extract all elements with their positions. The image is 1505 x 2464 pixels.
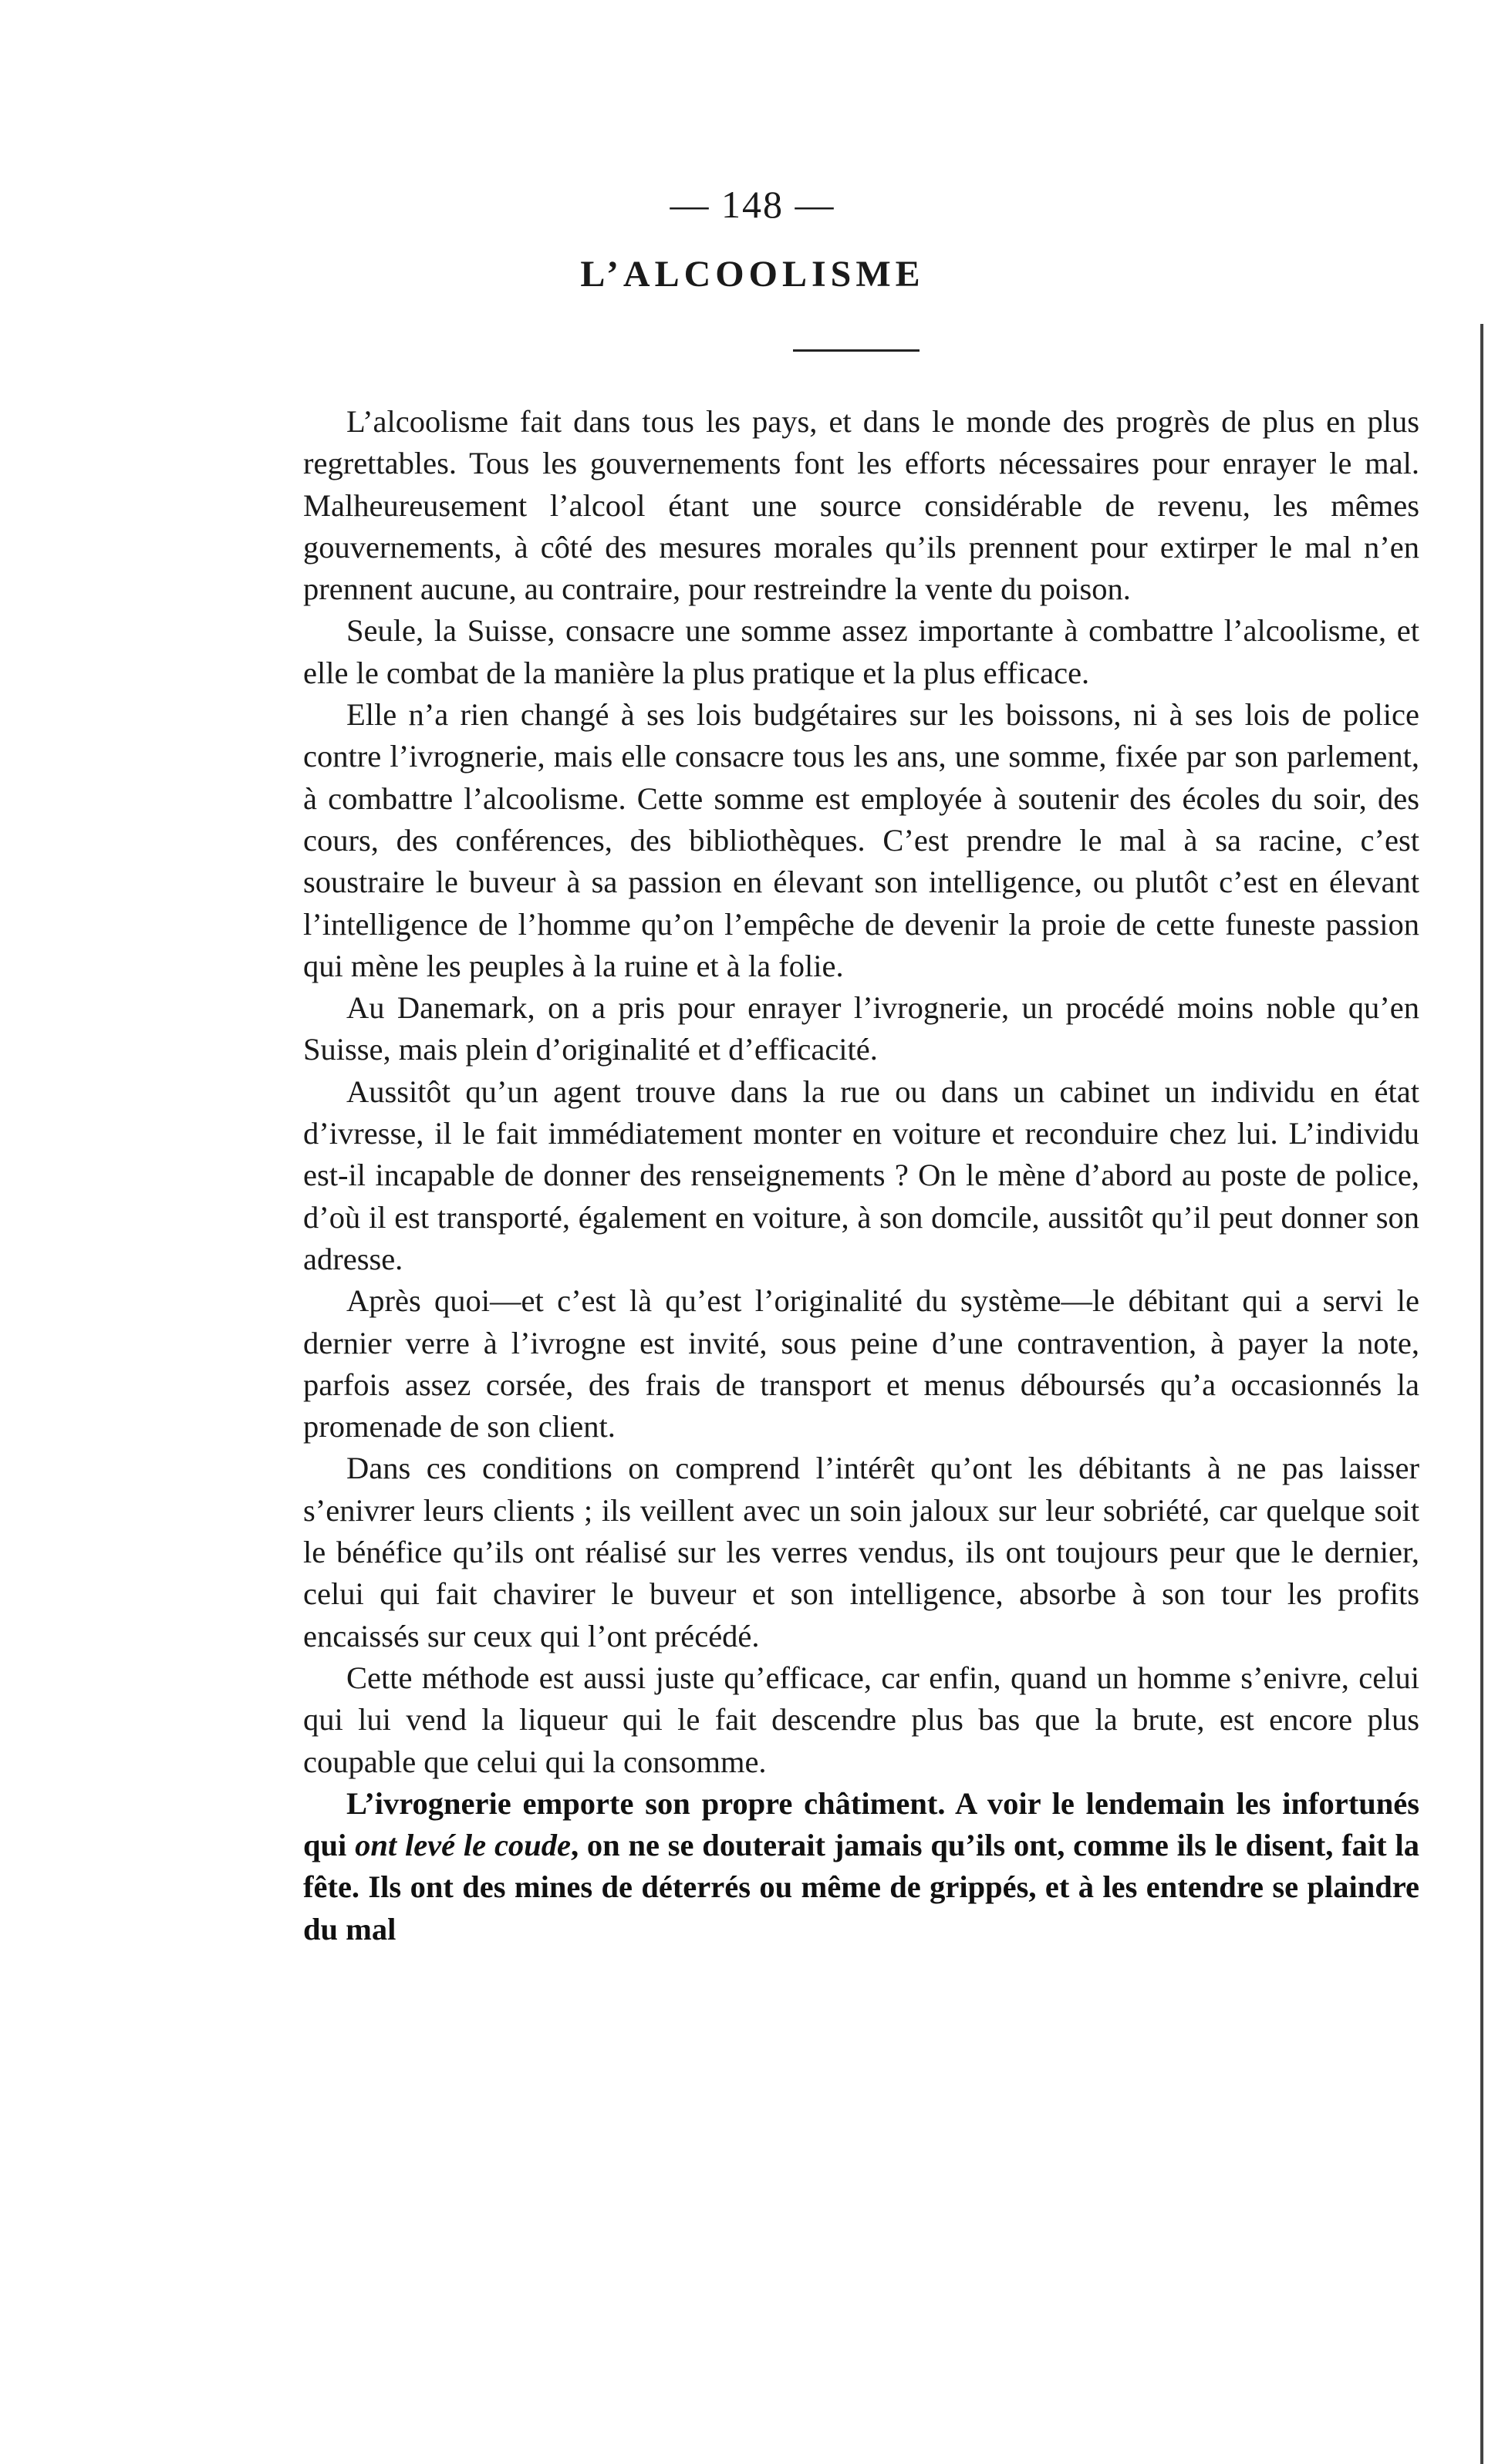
title-divider bbox=[793, 349, 920, 352]
page-edge-line bbox=[1480, 324, 1483, 2464]
last-paragraph-start: L’ivrognerie emporte son propre châtiment. A voir le lendemain les infortunés qui bbox=[303, 1785, 1419, 1863]
paragraph: Aussitôt qu’un agent trouve dans la rue ou dans un cabinet un individu en état d’ivresse, il le fait immédiatement monter en voiture et reconduire chez lui. L’individu est-il incapable de donner des renseignements ? On le mène d’abord au poste de police, d’où il est transporté, également en voiture, à son domcile, aussitôt qu’il peut donner son adresse. bbox=[303, 1074, 1419, 1276]
italic-phrase: ont levé le coude bbox=[355, 1828, 571, 1863]
paragraph: L’alcoolisme fait dans tous les pays, et dans le monde des progrès de plus en plus regrettables. Tous les gouvernements font les efforts nécessaires pour enrayer le mal. Malheureusement l’alcool étant une source considérable de revenu, les mêmes gouvernements, à côté des mesures morales qu’ils prennent pour extirper le mal n’en prennent aucune, au contraire, pour restreindre la vente du poison. bbox=[303, 404, 1419, 607]
last-paragraph-end: , on ne se douterait jamais qu’ils ont, comme ils le disent, fait la fête. Ils ont des mines de déterrés ou même de grippés, et à les entendre se plaindre du mal bbox=[303, 1828, 1419, 1947]
paragraph: Dans ces conditions on comprend l’intérêt qu’ont les débitants à ne pas laisser s’enivrer leurs clients ; ils veillent avec un soin jaloux sur leur sobriété, car quelque soit le bénéfice qu’ils ont réalisé sur les verres vendus, ils ont toujours peur que le dernier, celui qui fait chavirer le buveur et son intelligence, absorbe à son tour les profits encaissés sur ceux qui l’ont précédé. bbox=[303, 1451, 1419, 1653]
paragraph: Au Danemark, on a pris pour enrayer l’ivrognerie, un procédé moins noble qu’en Suisse, mais plein d’originalité et d’efficacité. bbox=[303, 990, 1419, 1067]
paragraph: Elle n’a rien changé à ses lois budgétaires sur les boissons, ni à ses lois de police contre l’ivrognerie, mais elle consacre tous les ans, une somme, fixée par son parlement, à combattre l’alcoolisme. Cette somme est employée à soutenir des écoles du soir, des cours, des conférences, des bibliothèques. C’est prendre le mal à sa racine, c’est soustraire le buveur à sa passion en élevant son intelligence, ou plutôt c’est en élevant l’intelligence de l’homme qu’on l’empêche de devenir la proie de cette funeste passion qui mène les peuples à la ruine et à la folie. bbox=[303, 697, 1419, 983]
body-text bbox=[303, 401, 1419, 1950]
chapter-title: L’ALCOOLISME bbox=[580, 254, 925, 295]
last-paragraph bbox=[303, 1783, 1419, 1950]
paragraph: Cette méthode est aussi juste qu’efficace, car enfin, quand un homme s’enivre, celui qui lui vend la liqueur qui le fait descendre plus bas que la brute, est encore plus coupable que celui qui la consomme. bbox=[303, 1660, 1419, 1779]
page-number: — 148 — bbox=[670, 183, 835, 226]
paragraph: Seule, la Suisse, consacre une somme assez importante à combattre l’alcoolisme, et elle le combat de la manière la plus pratique et la plus efficace. bbox=[303, 613, 1419, 690]
paragraph: Après quoi—et c’est là qu’est l’originalité du système—le débitant qui a servi le dernier verre à l’ivrogne est invité, sous peine d’une contravention, à payer la note, parfois assez corsée, des frais de transport et menus déboursés qu’a occasionnés la promenade de son client. bbox=[303, 1283, 1419, 1444]
